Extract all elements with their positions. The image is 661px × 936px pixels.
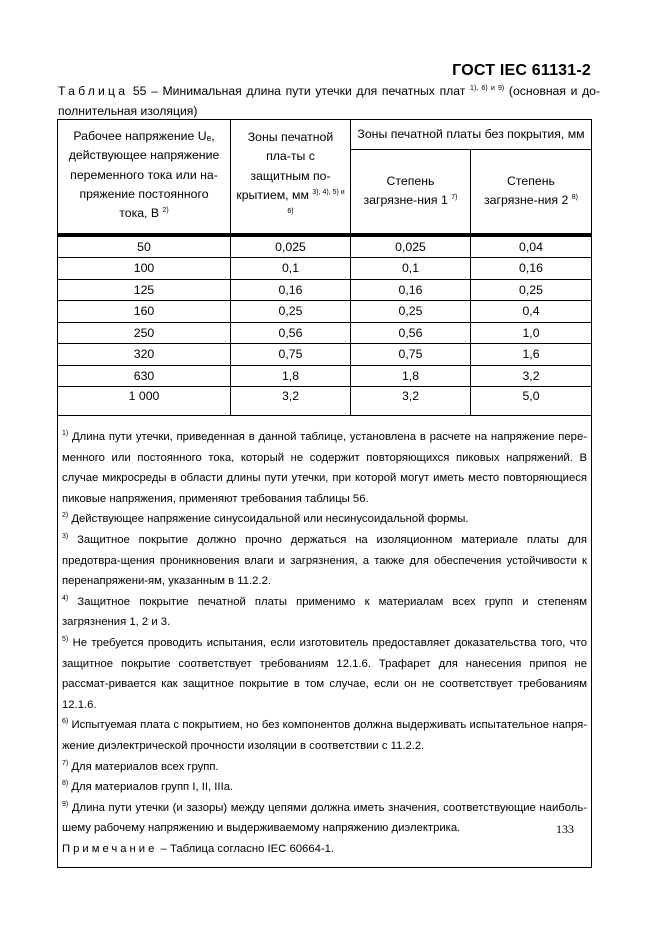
table-row: 125 0,16 0,16 0,25 [58, 279, 592, 301]
footnote: $^{7)}$ Для материалов всех групп. [62, 759, 219, 773]
table-row: 100 0,1 0,1 0,16 [58, 258, 592, 280]
caption-tail: (основная и до-полнительная изоляция) [58, 84, 601, 118]
creepage-table [57, 119, 592, 868]
page-number: 133 [556, 822, 574, 836]
footnote: $^{3)}$ Защитное покрытие должно прочно держаться на изоляционном материале платы для предотвра-щения проникновения влаги и загрязнения, а также для обеспечения устойчивости к перенапряжени-ям, указанным в 11.2.2. [62, 532, 588, 588]
footnote: $^{1)}$ Длина пути утечки, приведенная в данной таблице, установлена в расчете на напряжение пере-менного или постоянного тока, который не содержит повторяющихся пиковых напряжений. В случае микросреды в области длины пути утечки, при которой могут иметь место повторяющиеся пиковые напряжения, применяют требования таблицы 56. [62, 430, 588, 505]
header-coated-zones: Зоны печатной пла-ты с защитным по-крытием, мм $^{3), 4), 5) и 6)}$ [231, 120, 351, 234]
header-uncoated-zones: Зоны печатной платы без покрытия, мм [351, 120, 592, 150]
caption-text: – Минимальная длина пути утечки для печатных плат [146, 84, 471, 98]
caption-label: Таблица [58, 84, 129, 98]
footnote: $^{8)}$ Для материалов групп I, II, IIIa. [62, 780, 234, 794]
table-notes [58, 416, 592, 868]
table-caption [58, 81, 600, 121]
table-row: 160 0,25 0,25 0,4 [58, 301, 592, 323]
footnote: $^{9)}$ Длина пути утечки (и зазоры) между цепями должна иметь значения, соответствующие наиболь-шему рабочему напряжению и выдерживаемому напряжению диэлектрика. [62, 800, 588, 835]
header-pollution-2: Степень загрязне-ния 2 $^{8)}$ [471, 150, 592, 234]
table-note: Примечание – Таблица согласно IEC 60664-1. [62, 842, 335, 855]
table-row: 250 0,56 0,56 1,0 [58, 322, 592, 344]
table-row: 630 1,8 1,8 3,2 [58, 365, 592, 387]
table-row: 320 0,75 0,75 1,6 [58, 344, 592, 366]
caption-number: 55 [132, 84, 147, 98]
header-pollution-1: Степень загрязне-ния 1 $^{7)}$ [351, 150, 471, 234]
table-row: 50 0,025 0,025 0,04 [58, 236, 592, 258]
document-id: ГОСТ IEC 61131-2 [452, 62, 591, 79]
header-voltage: Рабочее напряжение Uₑ, действующее напряжение переменного тока или на-пряжение постоянного тока, В $^{2)}$ [58, 120, 231, 234]
footnote: $^{4)}$ Защитное покрытие печатной платы применимо к материалам всех групп и степеням загрязнения 1, 2 и 3. [62, 594, 588, 629]
table-row: 1 000 3,2 3,2 5,0 [58, 387, 592, 416]
footnote: $^{2)}$ Действующее напряжение синусоидальной или несинусоидальной формы. [62, 512, 469, 526]
footnote: $^{6)}$ Испытуемая плата с покрытием, но без компонентов должна выдерживать испытательное напря-жение диэлектрической прочности изоляции в соответствии с 11.2.2. [62, 718, 588, 752]
footnote: $^{5)}$ Не требуется проводить испытания, если изготовитель предоставляет доказательства того, что защитное покрытие соответствует требованиям 12.1.6. Трафарет для нанесения припоя не рассмат-ривается как защитное покрытие в том случае, если он не соответствует требованиям 12.1.6. [62, 635, 588, 711]
caption-refs: 1), 6) и 9) [470, 85, 505, 92]
